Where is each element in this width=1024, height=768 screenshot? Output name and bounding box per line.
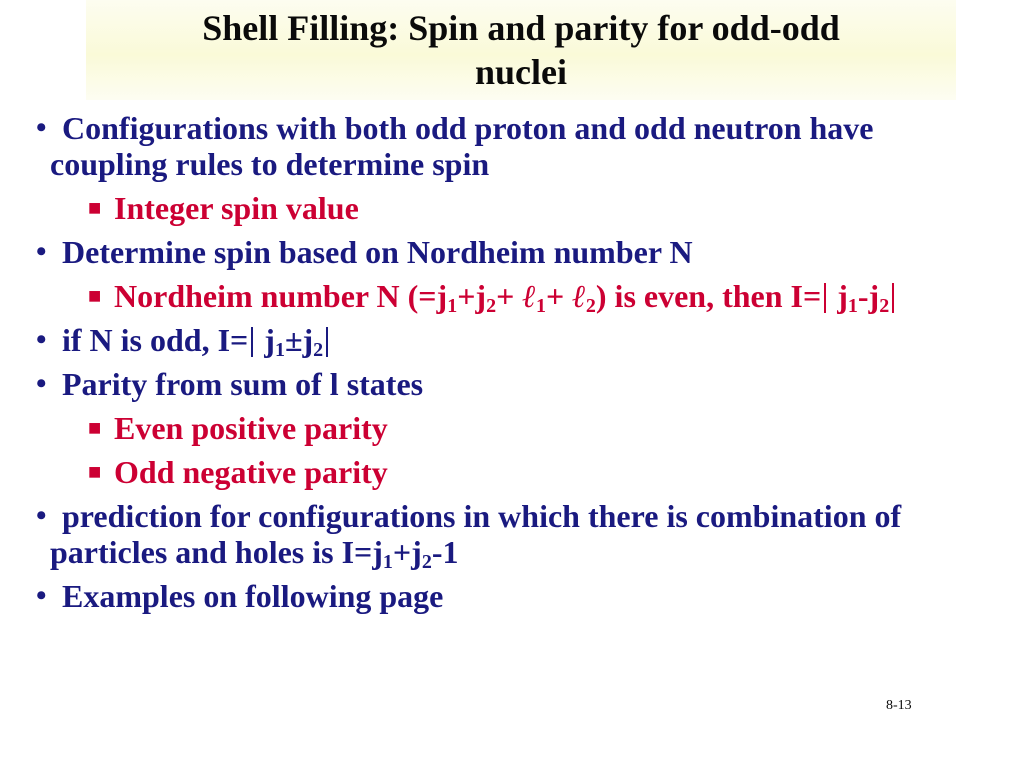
bullet-text: Configurations with both odd proton and odd neutron have coupling rules to determine spin — [50, 110, 874, 182]
bullet-dot-icon: • — [36, 235, 47, 268]
bullet-text: if N is odd, $I= j_1\pm j_2$ — [36, 322, 936, 358]
bullet-examples — [36, 578, 936, 614]
abs-bar-right — [892, 283, 894, 313]
square-bullet-icon: ■ — [88, 195, 102, 220]
page-number: 8-13 — [886, 698, 912, 713]
bullet-text: prediction for configurations in which there is combination of particles and holes is $I=j_1+j_2-1$ — [50, 498, 902, 573]
bullet-dot-icon: • — [36, 111, 47, 144]
bullet-particles-holes — [36, 498, 936, 573]
subbullet-even-parity — [36, 410, 936, 446]
script-l-symbol: ℓ — [572, 278, 586, 314]
subbullet-text: Odd negative parity — [114, 454, 388, 490]
bullet-text: Examples on following page — [62, 578, 444, 614]
abs-bar-right — [326, 327, 328, 357]
subbullet-text: Nordheim number N ($=j_1+j_2+$ ℓ$_1$+ ℓ$_2$) is even, then $I= j_1-j_2$ — [36, 278, 936, 314]
title-line-1: Shell Filling: Spin and parity for odd-odd — [202, 8, 840, 48]
subbullet-text: Integer spin value — [114, 190, 359, 226]
subbullet-nordheim-even — [36, 278, 936, 317]
bullet-odd-odd-coupling — [36, 110, 936, 182]
bullet-nordheim — [36, 234, 936, 270]
square-bullet-icon: ■ — [88, 415, 102, 440]
bullet-text: Parity from sum of l states — [62, 366, 424, 402]
subbullet-integer-spin — [36, 190, 936, 226]
abs-bar-left — [251, 327, 253, 357]
slide-content — [36, 110, 936, 622]
subbullet-odd-parity — [36, 454, 936, 490]
title-line-2: nuclei — [474, 52, 567, 92]
bullet-n-odd — [36, 322, 936, 361]
bullet-dot-icon: • — [36, 323, 47, 356]
bullet-dot-icon: • — [36, 579, 47, 612]
bullet-dot-icon: • — [36, 499, 47, 532]
abs-bar-left — [824, 283, 826, 313]
square-bullet-icon: ■ — [88, 459, 102, 484]
bullet-dot-icon: • — [36, 367, 47, 400]
bullet-parity — [36, 366, 936, 402]
square-bullet-icon: ■ — [88, 283, 102, 308]
bullet-text: Determine spin based on Nordheim number N — [62, 234, 693, 270]
script-l-symbol: ℓ — [522, 278, 536, 314]
subbullet-text: Even positive parity — [114, 410, 388, 446]
slide-title — [86, 6, 956, 94]
